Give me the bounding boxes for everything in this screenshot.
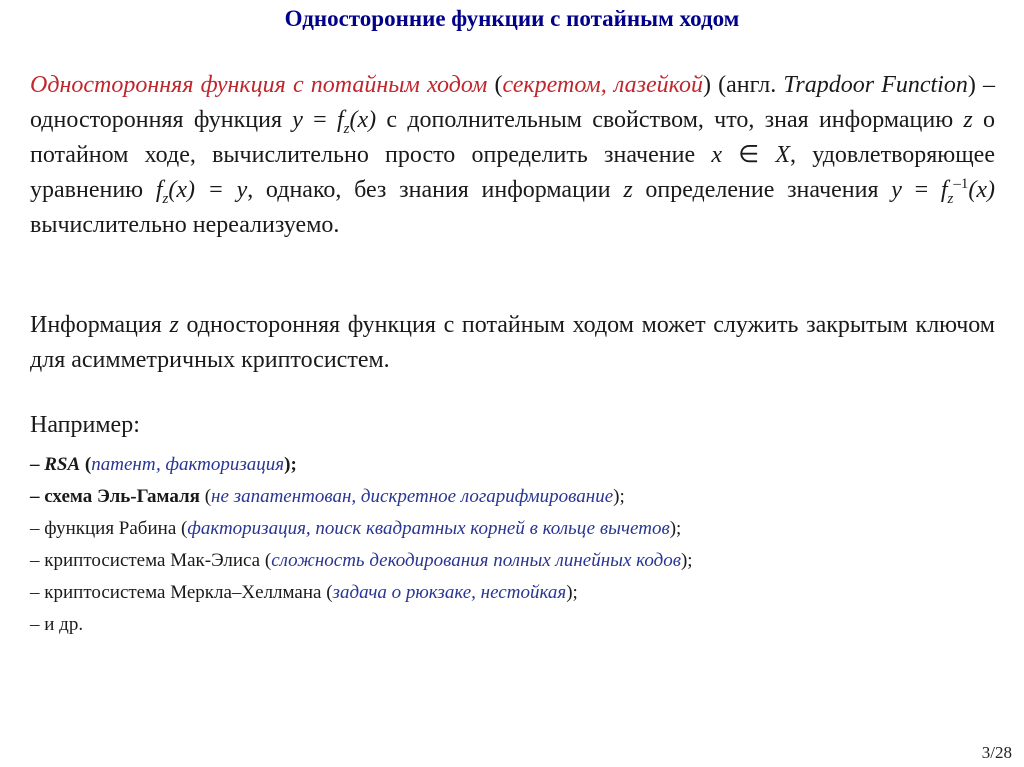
- var-f: f: [336, 107, 344, 133]
- definition-text-7: вычислительно нереализуемо.: [30, 212, 340, 238]
- var-z-2: z: [623, 177, 633, 203]
- inverse-exponent: –1: [953, 176, 969, 192]
- set-X: X: [775, 142, 791, 168]
- paren-open: (: [321, 582, 333, 603]
- equation-rhs: = y: [194, 177, 248, 203]
- key-paragraph: [30, 308, 995, 378]
- examples-heading: Например:: [30, 412, 140, 438]
- paren-close: );: [669, 518, 682, 539]
- definition-text-5: , однако, без знания информации: [247, 177, 624, 203]
- example-item-etc: [30, 609, 990, 641]
- english-prefix: ) (англ.: [702, 72, 784, 98]
- key-text-2: односторонняя функция с потайным ходом может служить закрытым ключом для асимметричных криптосистем.: [30, 312, 995, 373]
- list-dash: –: [30, 486, 45, 507]
- example-name: RSA: [44, 454, 81, 475]
- subscript-z: z: [343, 120, 350, 137]
- var-y-2: y: [891, 177, 902, 203]
- list-dash: –: [30, 550, 45, 571]
- paren-close: );: [566, 582, 578, 603]
- example-item-rsa: [30, 449, 990, 481]
- definition-text-4: , удовлетворяющее уравнению: [30, 142, 995, 203]
- paren-open: (: [176, 518, 188, 539]
- example-note: факторизация, поиск квадратных корней в кольце вычетов: [187, 518, 670, 539]
- example-name: криптосистема Мак-Элиса: [44, 550, 261, 571]
- var-y: y: [292, 107, 303, 133]
- example-item-elgamal: [30, 481, 990, 513]
- arg-x-3: (x): [968, 177, 996, 203]
- subscript-z-2: z: [162, 190, 169, 207]
- paren-close: );: [284, 454, 297, 475]
- paren-close: );: [613, 486, 625, 507]
- element-of-symbol: ∈: [722, 142, 776, 168]
- definition-paragraph: [30, 68, 995, 243]
- paren-open: (: [199, 486, 212, 507]
- page-number: 3/28: [981, 743, 1012, 762]
- paren-open: (: [260, 550, 272, 571]
- example-name: схема Эль-Гамаля: [44, 486, 200, 507]
- subscript-z-3: z: [947, 190, 954, 207]
- var-x: x: [711, 142, 722, 168]
- var-f-3: f: [940, 177, 948, 203]
- list-dash: –: [30, 614, 45, 635]
- arg-x: (x): [349, 107, 377, 133]
- list-dash: –: [30, 518, 45, 539]
- arg-x-2: (x): [168, 177, 195, 203]
- key-text-1: Информация: [30, 312, 170, 338]
- paren-open: (: [487, 72, 503, 98]
- example-name: криптосистема Меркла–Хеллмана: [44, 582, 322, 603]
- example-item-merkle-hellman: [30, 577, 990, 609]
- example-item-rabin: [30, 513, 990, 545]
- definition-text-1: ) – односторонняя функция: [30, 72, 995, 133]
- definition-text-6: определение значения: [632, 177, 892, 203]
- list-dash: –: [30, 454, 45, 475]
- equals-sign-2: =: [901, 177, 941, 203]
- example-name: функция Рабина: [44, 518, 177, 539]
- example-note: патент, факторизация: [91, 454, 285, 475]
- list-dash: –: [30, 582, 45, 603]
- paren-close: );: [680, 550, 693, 571]
- definition-text-2: с дополнительным свойством, что, зная информацию: [376, 107, 964, 133]
- equals-sign: =: [302, 107, 337, 133]
- english-term: Trapdoor Function: [783, 72, 968, 98]
- example-note: задача о рюкзаке, нестойкая: [332, 582, 567, 603]
- var-f-2: f: [155, 177, 163, 203]
- slide-title: Односторонние функции с потайным ходом: [284, 6, 740, 31]
- defined-term: Односторонняя функция с потайным ходом: [30, 72, 488, 98]
- example-name: и др.: [44, 614, 84, 635]
- examples-list: [30, 449, 990, 641]
- var-z: z: [963, 107, 973, 133]
- paren-open: (: [80, 454, 92, 475]
- definition-text-3: о потайном ходе, вычислительно просто определить значение: [30, 107, 995, 168]
- example-note: не запатентован, дискретное логарифмирование: [211, 486, 614, 507]
- term-aliases: секретом, лазейкой: [502, 72, 703, 98]
- example-note: сложность декодирования полных линейных кодов: [271, 550, 681, 571]
- example-item-mceliece: [30, 545, 990, 577]
- var-z-3: z: [169, 312, 179, 338]
